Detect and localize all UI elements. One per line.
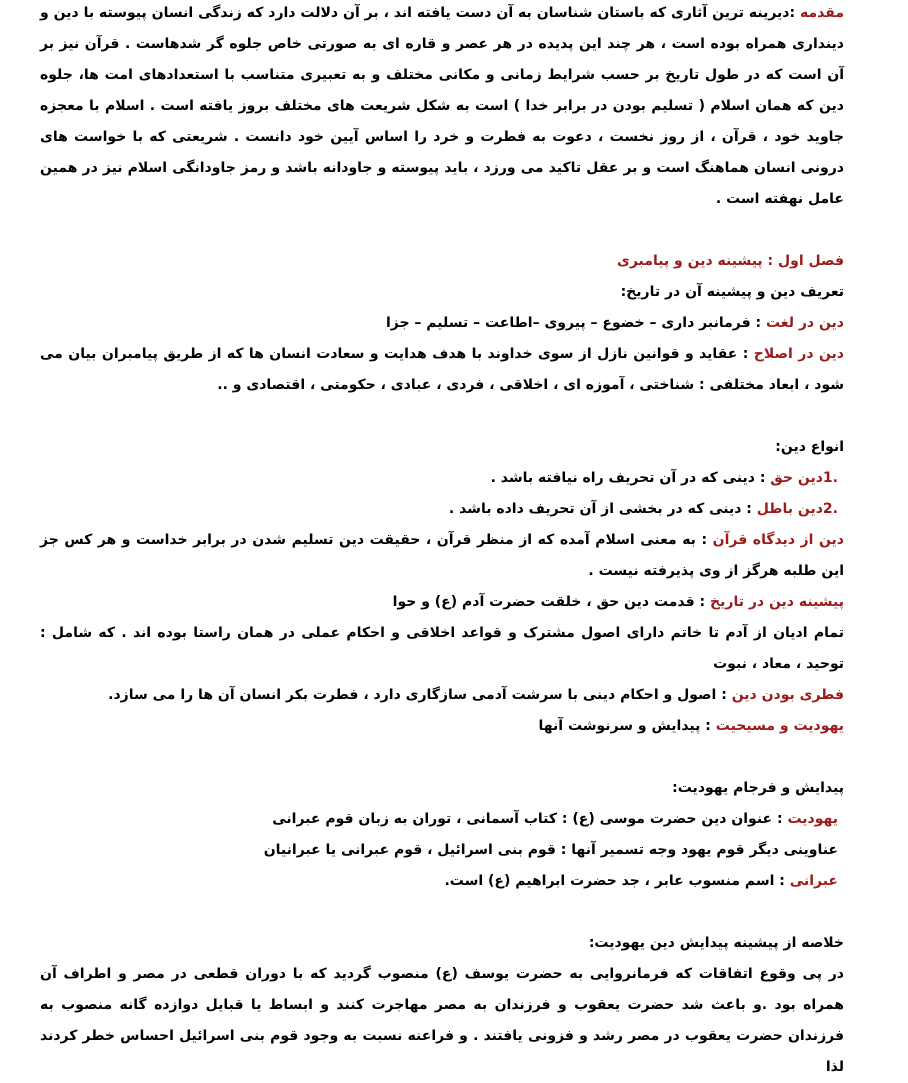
summary-title: خلاصه از پیشینه پیدایش دین یهودیت: xyxy=(588,935,844,951)
type-batil-label: .2دین باطل xyxy=(756,501,838,517)
history-label: پیشینه دین در تاریخ xyxy=(710,594,844,610)
document-body xyxy=(40,0,844,1083)
lughat-text: : فرمانبر داری – خضوع – پیروی –اطاعت – تسلیم – جزا xyxy=(385,315,766,331)
definition-istilah xyxy=(40,339,844,401)
chapter-title: فصل اول : پیشینه دین و پیامبری xyxy=(617,253,844,269)
ibrani-line xyxy=(40,866,844,897)
istilah-label: دین در اصلاح xyxy=(753,346,844,362)
intro-text: :دیرینه ترین آثاری که باستان شناسان به آن دست یافته اند ، بر آن دلالت دارد که زندگی انسان پیوسته با دین و دینداری همراه بوده است ، هر چند این پدیده در هر عصر و قاره ای به صورتی خاص جلوه گر شدهاست . قرآن نیز بر آن است که در طول تاریخ بر حسب شرایط زمانی و مکانی مختلف و به تعبیری متناسب با استعدادهای امت ها، جلوه دین که همان اسلام ( تسلیم بودن در برابر خدا ) است به شکل شریعت های مختلف بروز یافته است . اسلام با معجزه جاوید خود ، قرآن ، از روز نخست ، دعوت به فطرت و خرد را اساس آیین خود دانست . شریعتی که با خواست های درونی انسان هماهنگ است و بر عقل تاکید می ورزد ، باید پیوسته و جاودانه باشد و رمز جاودانگی اسلام نیز در همین عامل نهفته است . xyxy=(40,5,844,207)
types-title: انواع دین: xyxy=(775,439,844,455)
fitri-label: فطری بودن دین xyxy=(731,687,844,703)
ibrani-label: عبرانی xyxy=(789,873,838,889)
ibrani-text: : اسم منسوب عابر ، جد حضرت ابراهیم (ع) است. xyxy=(444,873,790,889)
lughat-label: دین در لغت xyxy=(765,315,844,331)
names-line: عناوینی دیگر قوم یهود وجه تسمیر آنها : قوم بنی اسرائیل ، قوم عبرانی یا عبرانیان xyxy=(263,842,838,858)
fitri-text: : اصول و احکام دینی با سرشت آدمی سازگاری دارد ، فطرت بکر انسان آن ها را می سازد. xyxy=(108,687,732,703)
fitri-line xyxy=(40,680,844,711)
origin-title: پیدایش و فرجام یهودیت: xyxy=(672,780,844,796)
religions-paragraph: تمام ادیان از آدم تا خاتم دارای اصول مشترک و قواعد اخلاقی و احکام عملی در همان راستا بوده اند . که شامل : توحید ، معاد ، نبوت xyxy=(40,625,844,672)
intro-label: مقدمه xyxy=(800,5,844,21)
type-item-batil xyxy=(40,494,844,525)
judaism-line xyxy=(40,711,844,742)
quran-label: دین از دیدگاه قرآن xyxy=(712,532,844,548)
type-haq-text: : دینی که در آن تحریف راه نیافته باشد . xyxy=(490,470,771,486)
summary-paragraph: در پی وقوع اتفاقات که فرمانروایی به حضرت یوسف (ع) منصوب گردید که با دوران قطعی در مصر و اطراف آن همراه بود .و باعث شد حضرت یعقوب و فرزندان به مصر مهاجرت کنند و ابساط یا قبایل دوازده گانه منصوب به فرزندان حضرت یعقوب در مصر رشد و فزونی یافتند . و فراعنه نسبت به وجود قوم بنی اسرائیل احساس خطر کردند لذا xyxy=(40,966,844,1075)
yahudiyat-line xyxy=(40,804,844,835)
judaism-label: یهودیت و مسیحیت xyxy=(715,718,844,734)
type-item-haq xyxy=(40,463,844,494)
quran-view xyxy=(40,525,844,587)
intro-paragraph xyxy=(40,0,844,215)
spacer xyxy=(40,897,844,928)
history-line xyxy=(40,587,844,618)
istilah-text: : عقاید و قوانین نازل از سوی خداوند با هدف هدایت و سعادت انسان ها که از طریق پیامبران بیان می شود ، ابعاد مختلفی : شناختی ، آموزه ای ، اخلاقی ، فردی ، عبادی ، حکومتی ، اقتصادی و .. xyxy=(40,346,844,393)
type-haq-label: .1دین حق xyxy=(770,470,838,486)
definition-lughat xyxy=(40,308,844,339)
type-batil-text: : دینی که در بخشی از آن تحریف داده باشد . xyxy=(448,501,757,517)
chapter-subtitle: تعریف دین و پیشینه آن در تاریخ: xyxy=(620,284,844,300)
yahudiyat-text: : عنوان دین حضرت موسی (ع) : کتاب آسمانی ، توران به زبان قوم عبرانی xyxy=(272,811,788,827)
quran-text: : به معنی اسلام آمده که از منظر قرآن ، حقیقت دین تسلیم شدن در برابر خداست و هر کس جز این طلبه هرگز از وی پذیرفته نیست . xyxy=(40,532,844,579)
spacer xyxy=(40,215,844,246)
spacer xyxy=(40,742,844,773)
spacer xyxy=(40,401,844,432)
history-text: : قدمت دین حق ، خلقت حضرت آدم (ع) و حوا xyxy=(392,594,711,610)
judaism-text: : پیدایش و سرنوشت آنها xyxy=(538,718,716,734)
yahudiyat-label: یهودیت xyxy=(787,811,838,827)
